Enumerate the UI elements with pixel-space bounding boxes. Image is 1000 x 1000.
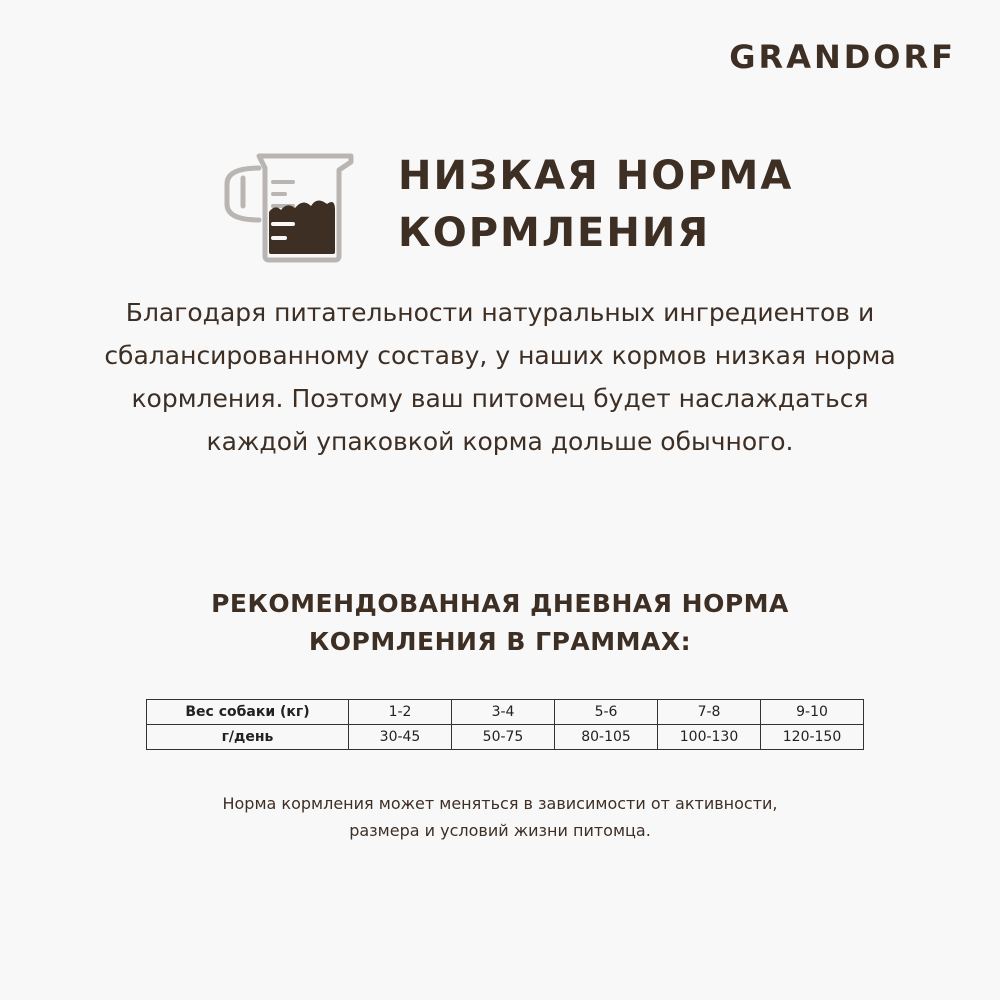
table-row [147,700,864,725]
headline [398,148,793,262]
table-row-header: г/день [147,725,349,750]
table-cell: 1-2 [349,700,452,725]
intro-line: каждой упаковкой корма дольше обычного. [206,427,794,456]
feeding-table [146,699,864,750]
table-row [147,725,864,750]
footnote [100,790,900,844]
headline-line-2: КОРМЛЕНИЯ [398,210,711,256]
brand-logo: GRANDORF [729,38,956,76]
table-cell: 120-150 [761,725,864,750]
table-cell: 30-45 [349,725,452,750]
intro-line: сбалансированному составу, у наших кормов низкая норма [104,341,896,370]
intro-line: Благодаря питательности натуральных ингредиентов и [125,298,875,327]
intro-line: кормления. Поэтому ваш питомец будет наслаждаться [131,384,869,413]
recommendation-title [100,585,900,661]
table-cell: 100-130 [658,725,761,750]
table-cell: 80-105 [555,725,658,750]
headline-line-1: НИЗКАЯ НОРМА [398,153,794,199]
table-cell: 5-6 [555,700,658,725]
table-row-header: Вес собаки (кг) [147,700,349,725]
table-cell: 50-75 [452,725,555,750]
table-cell: 9-10 [761,700,864,725]
table-cell: 3-4 [452,700,555,725]
footnote-line-2: размера и условий жизни питомца. [349,821,651,840]
intro-paragraph [60,291,940,463]
recommendation-line-2: КОРМЛЕНИЯ В ГРАММАХ: [308,627,692,656]
recommendation-line-1: РЕКОМЕНДОВАННАЯ ДНЕВНАЯ НОРМА [211,589,789,618]
footnote-line-1: Норма кормления может меняться в зависимости от активности, [222,794,778,813]
table-cell: 7-8 [658,700,761,725]
measuring-cup-icon [219,148,355,264]
